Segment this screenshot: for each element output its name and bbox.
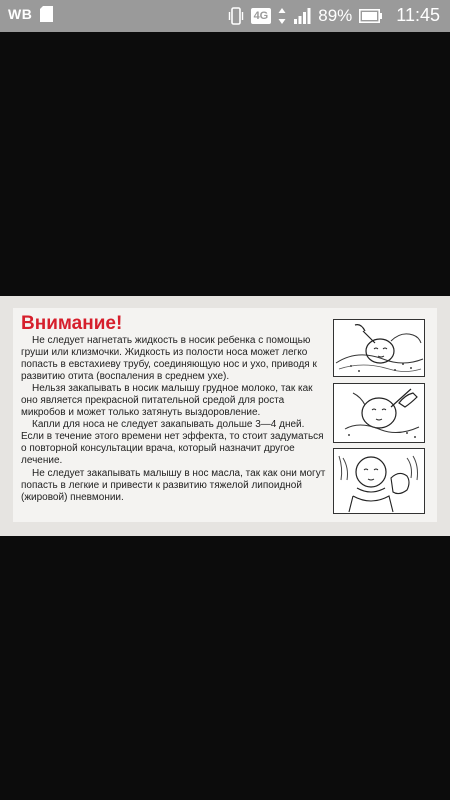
battery-icon (359, 9, 383, 23)
warning-heading: Внимание! (21, 313, 123, 334)
data-arrows-icon (278, 7, 286, 25)
warning-card (13, 308, 437, 522)
carrier-label: WB (8, 6, 33, 22)
status-bar (0, 0, 450, 32)
network-type-badge: 4G (251, 8, 272, 24)
baby-hands-to-face-illustration (333, 448, 425, 514)
vibrate-icon (228, 7, 244, 25)
warning-text (21, 335, 327, 504)
clock: 11:45 (396, 5, 440, 25)
paragraph-3: Капли для носа не следует закапывать дольше 3—4 дней. Если в течение этого времени нет эффекта, то стоит задуматься о повторной консультации врача, который назначит другое лечение. (21, 419, 324, 467)
article-image (0, 296, 450, 536)
battery-percent: 89% (318, 5, 353, 25)
baby-nasal-aspirator-illustration (333, 383, 425, 443)
paragraph-1: Не следует нагнетать жидкость в носик ребенка с помощью груши или клизмочки. Жидкость из полости носа может легко попасть в евстахиеву трубу, соединяющую нос и ухо, приводя к развитию отита (воспаления в среднем ухе). (21, 335, 317, 383)
signal-icon (293, 7, 311, 25)
sd-card-icon (40, 6, 53, 22)
paragraph-4: Не следует закапывать малышу в нос масла, так как они могут попасть в легкие и привести к развитию тяжелой липоидной (жировой) пневмонии. (21, 467, 326, 503)
baby-lying-nose-drops-illustration (333, 319, 425, 377)
paragraph-2: Нельзя закапывать в носик малышу грудное молоко, так как оно является прекрасной питательной средой для роста микробов и может только затянуть выздоровление. (21, 383, 313, 419)
